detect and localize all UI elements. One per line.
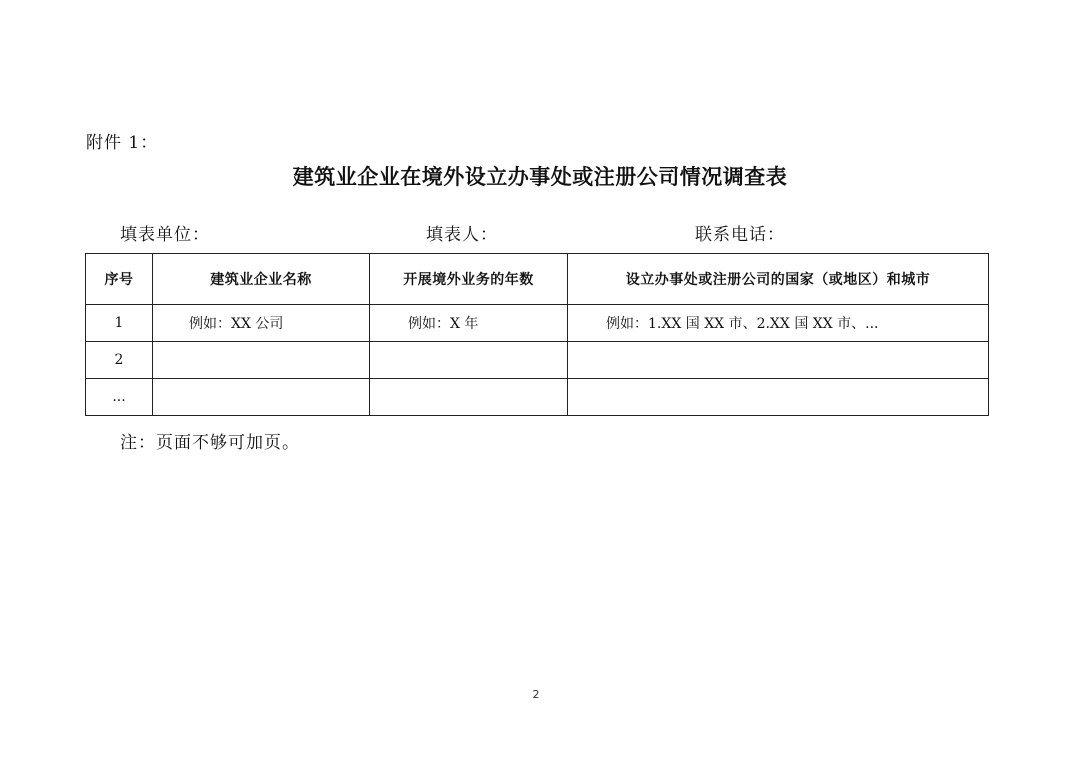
fill-person-label: 填表人： — [426, 225, 498, 245]
cell-company-name — [153, 342, 370, 379]
cell-country-city: 例如：1.XX 国 XX 市、2.XX 国 XX 市、... — [568, 305, 989, 342]
fill-unit-label: 填表单位： — [120, 225, 210, 245]
cell-seq: 1 — [86, 305, 153, 342]
fill-phone-label: 联系电话： — [695, 225, 785, 245]
survey-table — [85, 253, 989, 416]
header-country-city: 设立办事处或注册公司的国家（或地区）和城市 — [568, 254, 989, 305]
header-seq: 序号 — [86, 254, 153, 305]
table-row — [86, 305, 989, 342]
table-header-row — [86, 254, 989, 305]
cell-company-name — [153, 379, 370, 416]
cell-overseas-years — [370, 379, 568, 416]
table-row — [86, 342, 989, 379]
header-overseas-years: 开展境外业务的年数 — [370, 254, 568, 305]
cell-company-name: 例如：XX 公司 — [153, 305, 370, 342]
cell-overseas-years — [370, 342, 568, 379]
header-company-name: 建筑业企业名称 — [153, 254, 370, 305]
table-row — [86, 379, 989, 416]
page-number: 2 — [532, 688, 540, 701]
cell-seq: 2 — [86, 342, 153, 379]
cell-overseas-years: 例如：X 年 — [370, 305, 568, 342]
footnote: 注：页面不够可加页。 — [120, 433, 300, 453]
cell-country-city — [568, 379, 989, 416]
cell-country-city — [568, 342, 989, 379]
attachment-label: 附件 1： — [86, 133, 159, 153]
cell-seq: ... — [86, 379, 153, 416]
document-title: 建筑业企业在境外设立办事处或注册公司情况调查表 — [292, 164, 788, 189]
